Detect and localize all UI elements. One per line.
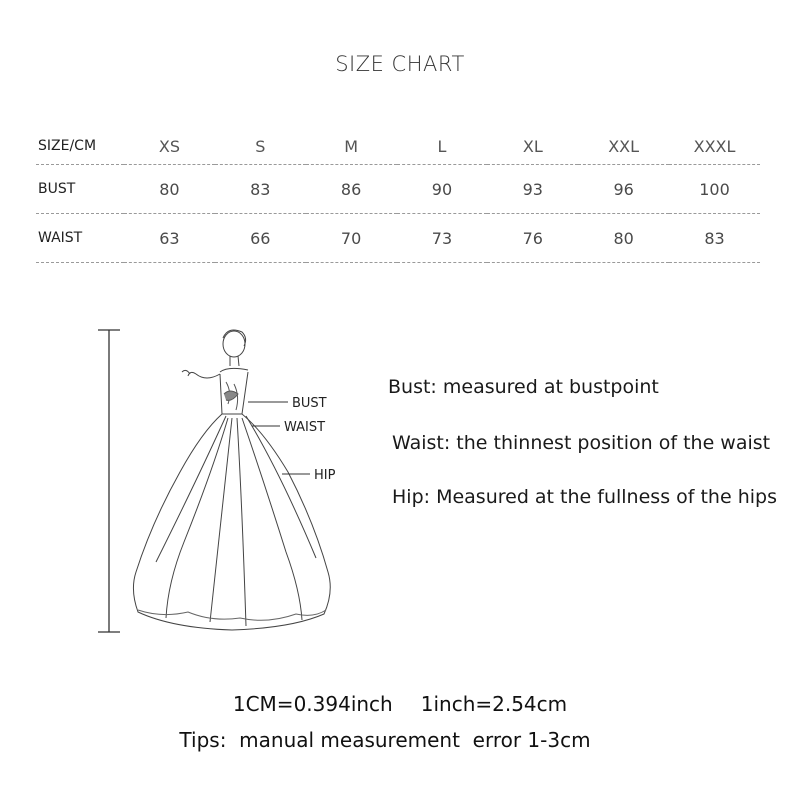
tips-text: Tips: manual measurement error 1-3cm bbox=[179, 728, 591, 752]
table-cell: 83 bbox=[669, 214, 760, 263]
header-cell-l: L bbox=[397, 128, 488, 165]
table-header-row bbox=[36, 128, 760, 165]
table-cell: 90 bbox=[397, 165, 488, 214]
table-cell: 73 bbox=[397, 214, 488, 263]
table-cell: 86 bbox=[306, 165, 397, 214]
header-cell-xxl: XXL bbox=[578, 128, 669, 165]
table-cell: 80 bbox=[124, 165, 215, 214]
header-cell-xs: XS bbox=[124, 128, 215, 165]
table-cell: 63 bbox=[124, 214, 215, 263]
figure-label-hip: HIP bbox=[314, 468, 336, 483]
dress-sketch bbox=[133, 330, 330, 630]
ball-gown-figure bbox=[92, 322, 382, 642]
header-cell-m: M bbox=[306, 128, 397, 165]
header-cell-size-cm: SIZE/CM bbox=[36, 128, 124, 165]
row-label-bust: BUST bbox=[36, 165, 124, 214]
table-cell: 70 bbox=[306, 214, 397, 263]
size-table bbox=[36, 128, 760, 263]
table-cell: 83 bbox=[215, 165, 306, 214]
header-cell-xl: XL bbox=[487, 128, 578, 165]
header-cell-s: S bbox=[215, 128, 306, 165]
inch-to-cm-text: 1inch=2.54cm bbox=[420, 692, 568, 716]
waist-description: Waist: the thinnest position of the waist bbox=[392, 432, 771, 454]
table-row-bust bbox=[36, 165, 760, 214]
table-cell: 100 bbox=[669, 165, 760, 214]
height-measure-bar bbox=[98, 330, 120, 632]
hip-description: Hip: Measured at the fullness of the hips bbox=[392, 486, 777, 508]
table-cell: 76 bbox=[487, 214, 578, 263]
table-cell: 66 bbox=[215, 214, 306, 263]
table-cell: 93 bbox=[487, 165, 578, 214]
bust-description: Bust: measured at bustpoint bbox=[388, 376, 659, 398]
header-cell-xxxl: XXXL bbox=[669, 128, 760, 165]
table-cell: 96 bbox=[578, 165, 669, 214]
row-label-waist: WAIST bbox=[36, 214, 124, 263]
size-chart-title: SIZE CHART bbox=[335, 52, 465, 76]
table-row-waist bbox=[36, 214, 760, 263]
figure-label-waist: WAIST bbox=[284, 420, 326, 435]
unit-conversion bbox=[0, 692, 800, 716]
figure-label-bust: BUST bbox=[292, 396, 327, 411]
table-cell: 80 bbox=[578, 214, 669, 263]
cm-to-inch-text: 1CM=0.394inch bbox=[232, 692, 393, 716]
